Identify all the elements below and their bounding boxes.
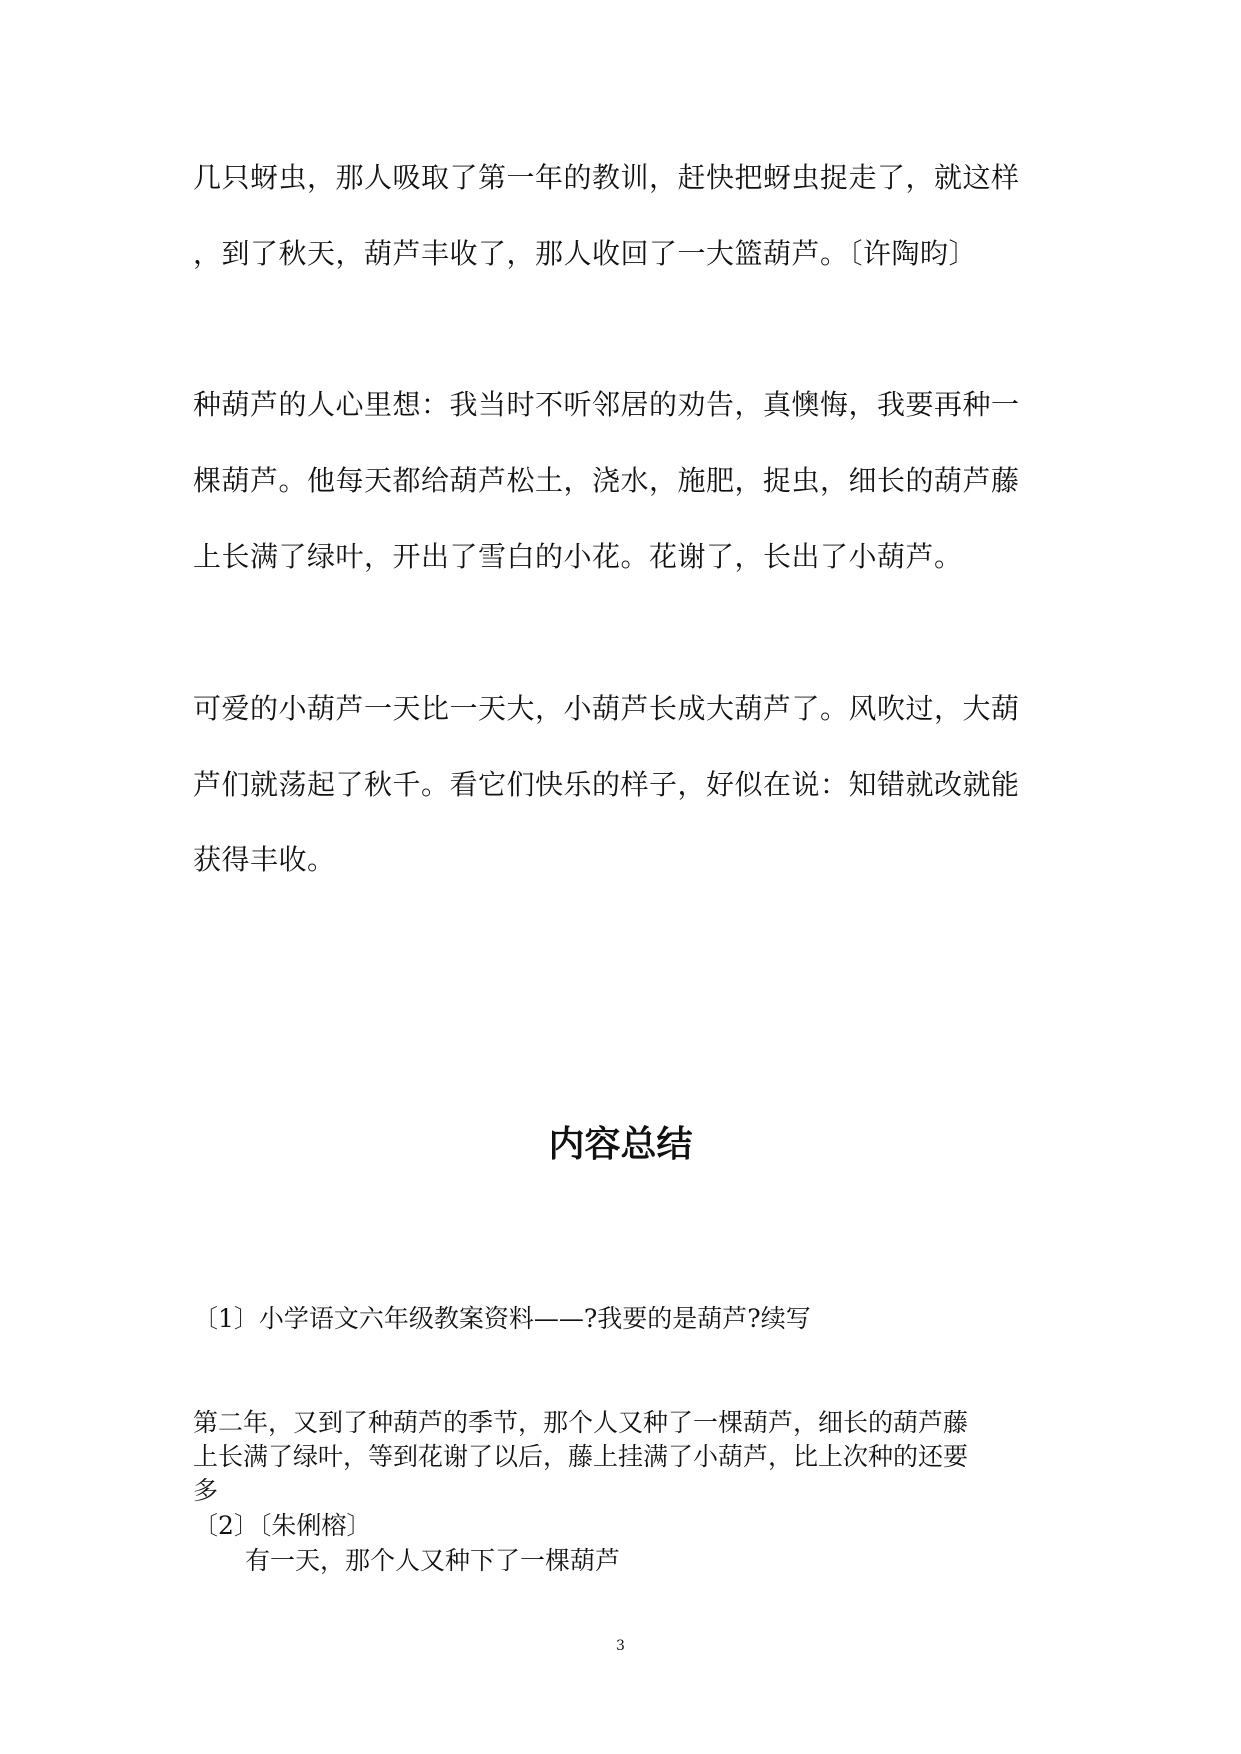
body-line-1: 几只蚜虫，那人吸取了第一年的教训，赶快把蚜虫捉走了，就这样 <box>193 161 1020 194</box>
body-line-5: 上长满了绿叶，开出了雪白的小花。花谢了，长出了小葫芦。 <box>193 540 963 573</box>
summary-item-2-text: 有一天，那个人又种下了一棵葫芦 <box>245 1546 621 1575</box>
body-line-2: ，到了秋天，葫芦丰收了，那人收回了一大篮葫芦。〔许陶昀〕 <box>193 237 978 270</box>
body-line-4: 棵葫芦。他每天都给葫芦松土，浇水，施肥，捉虫，细长的葫芦藤 <box>193 464 1020 497</box>
summary-heading: 内容总结 <box>548 1124 693 1165</box>
summary-item-1: 〔1〕小学语文六年级教案资料——?我要的是葫芦?续写 <box>193 1304 811 1333</box>
page-number: 3 <box>616 1638 625 1654</box>
summary-para-line-3: 多 <box>193 1476 219 1505</box>
body-line-3: 种葫芦的人心里想：我当时不听邻居的劝告，真懊悔，我要再种一 <box>193 388 1020 421</box>
body-line-8: 获得丰收。 <box>193 843 336 876</box>
body-line-7: 芦们就荡起了秋千。看它们快乐的样子，好似在说：知错就改就能 <box>193 768 1020 801</box>
summary-para-line-1: 第二年，又到了种葫芦的季节，那个人又种了一棵葫芦，细长的葫芦藤 <box>193 1408 969 1437</box>
summary-item-2: 〔2〕〔朱俐榕〕 <box>193 1511 372 1540</box>
body-line-6: 可爱的小葫芦一天比一天大，小葫芦长成大葫芦了。风吹过，大葫 <box>193 692 1020 725</box>
summary-para-line-2: 上长满了绿叶，等到花谢了以后，藤上挂满了小葫芦，比上次种的还要 <box>193 1442 969 1471</box>
